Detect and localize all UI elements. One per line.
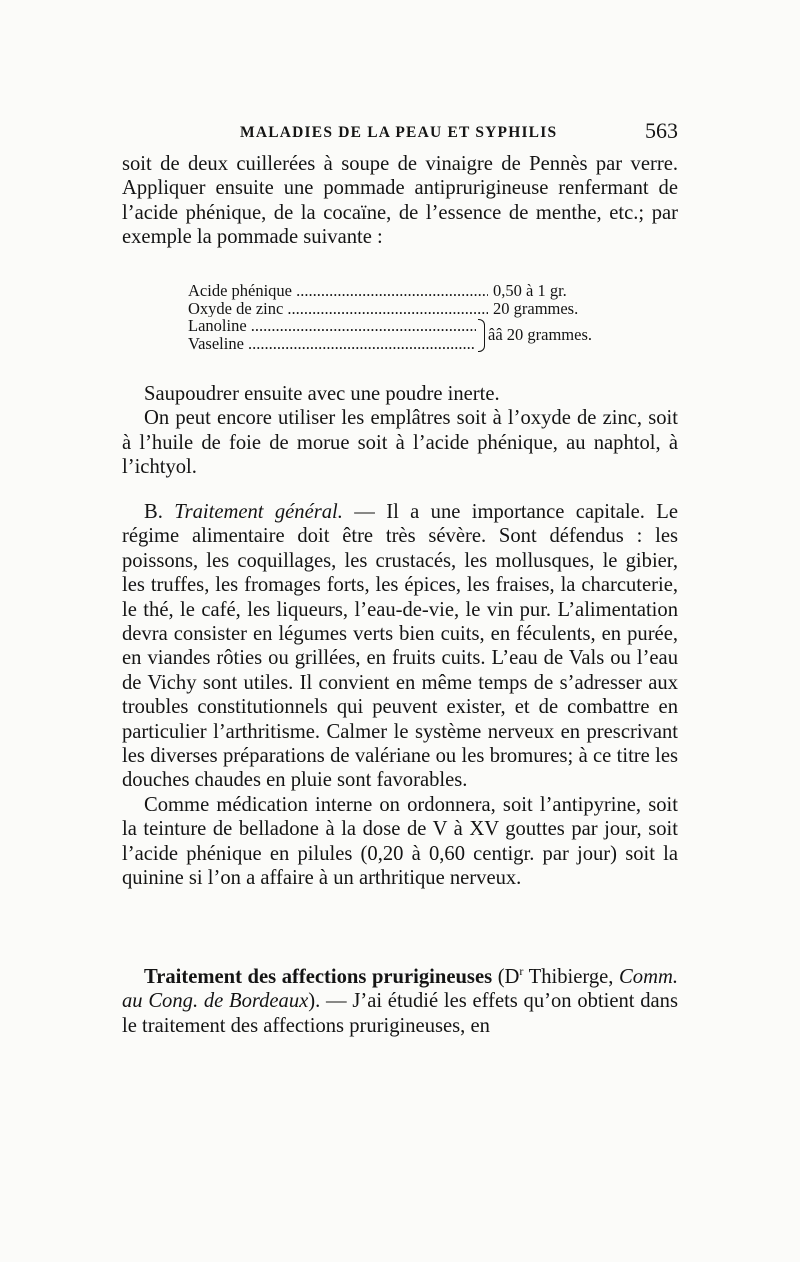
section-title: Traitement général. [174,501,343,523]
paragraph-block-2 [122,382,678,480]
section-paragraph [122,500,678,793]
section-title: Traitement des affections prurigineuses [144,966,493,988]
citation-source: Comm. au Cong. de Bordeaux [122,966,678,1013]
recipe-row [188,300,608,318]
recipe-quantity: 0,50 à 1 gr. [493,281,567,300]
citation-open: (D [492,966,520,988]
paragraph: soit de deux cuillerées à soupe de vinaigre de Pennès par verre. Appliquer ensuite une pommade antiprurigineuse renfermant de l’acide phénique, de la cocaïne, de l’essence de menthe, etc.; par exemple la pommade suivante : [122,153,678,249]
recipe-table [188,282,608,352]
section-label: B. [144,501,163,523]
page-number: 563 [645,118,678,143]
paragraph-block-3 [122,500,678,891]
section-paragraph [122,965,678,1038]
section-text: — Il a une importance capitale. Le régime alimentaire doit être très sévère. Sont défendus : les poissons, les coquillages, les crustacés, les mollusques, le gibier, les truffes, les fromages forts, les épices, les fraises, la charcuterie, le thé, le café, les liqueurs, l’eau-de-vie, le vin pur. L’alimentation devra consister en légumes verts bien cuits, en féculents, en purée, en viandes rôties ou grillées, en fruits cuits. L’eau de Vals ou l’eau de Vichy sont utiles. Il convient en même temps de s’adresser aux troubles constitutionnels qui peuvent exister, et de combattre en particulier l’arthritisme. Calmer le système nerveux en prescrivant les diverses préparations de valériane ou les bromures; à ce titre les douches chaudes en pluie sont favorables. [122,501,678,792]
brace-icon [478,319,485,352]
running-title: MALADIES DE LA PEAU ET SYPHILIS [240,124,558,141]
recipe-ingredient: Vaseline ..... [188,335,476,353]
paragraph-block-4 [122,965,678,1038]
paragraph: On peut encore utiliser les emplâtres soit à l’oxyde de zinc, soit à l’huile de foie de morue soit à l’acide phénique, au naphtol, à l’ichtyol. [122,407,678,479]
paragraph: Comme médication interne on ordonnera, soit l’antipyrine, soit la teinture de belladone à la dose de V à XV gouttes par jour, soit l’acide phénique en pilules (0,20 à 0,60 centigr. par jour) soit la quinine si l’on a affaire à un arthritique nerveux. [122,793,678,890]
paragraph-block-1 [122,152,678,250]
recipe-ingredient: Lanoline ..... [188,317,476,335]
section-text: ). — J’ai étudié les effets qu’on obtient dans le traitement des affections prurigineuses, en [122,990,678,1037]
recipe-row-pair [188,317,608,352]
paragraph: Saupoudrer ensuite avec une poudre inerte. [144,383,500,405]
recipe-ingredient: Oxyde de zinc ..... [188,300,488,318]
page-header [122,112,678,152]
recipe-quantity: ââ 20 grammes. [488,325,593,345]
recipe-row [188,282,608,300]
citation-author: Thibierge, [523,966,620,988]
recipe-quantity: 20 grammes. [493,298,579,318]
recipe-ingredient: Acide phénique ..... [188,282,488,300]
citation-sup: r [519,964,524,979]
